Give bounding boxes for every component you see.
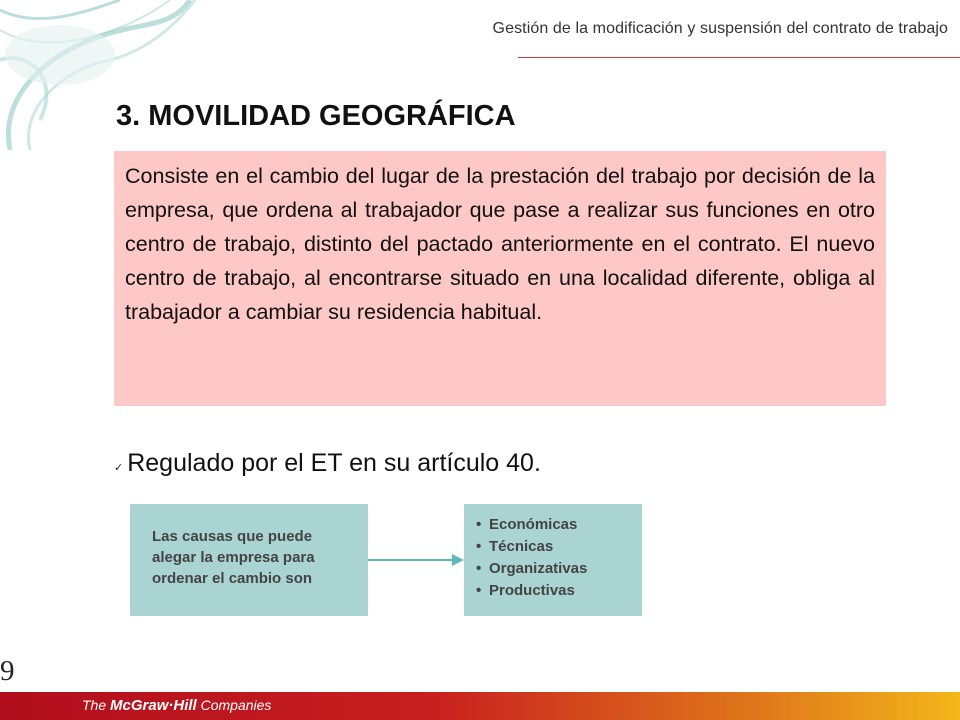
header-title: Gestión de la modificación y suspensión del contrato de trabajo (492, 20, 948, 37)
logo-suffix: Companies (196, 697, 272, 713)
causes-list (476, 514, 642, 602)
definition-box (114, 151, 886, 406)
regulation-text: Regulado por el ET en su artículo 40. (127, 449, 541, 477)
logo-prefix: The (82, 697, 111, 713)
causes-diagram (130, 504, 646, 620)
footer-bar (0, 692, 960, 720)
list-item: • Organizativas (476, 558, 642, 580)
publisher-logo (82, 697, 271, 714)
causes-line: Las causas que puede (152, 528, 313, 545)
regulation-bullet (114, 449, 541, 478)
causes-line: ordenar el cambio son (152, 570, 313, 587)
list-item: • Productivas (476, 580, 642, 602)
page-number: 9 (0, 655, 15, 687)
section-title: 3. MOVILIDAD GEOGRÁFICA (116, 100, 516, 132)
list-item: • Técnicas (476, 536, 642, 558)
causes-box (130, 504, 368, 616)
check-icon: ✓ (114, 462, 124, 474)
logo-brand: McGraw·Hill (110, 697, 197, 714)
arrow-right-icon (368, 552, 468, 568)
list-item: • Económicas (476, 514, 642, 536)
causes-list-box (464, 504, 642, 616)
definition-text: Consiste en el cambio del lugar de la prestación del trabajo por decisión de la empresa, que ordena al trabajador que pase a realizar sus funciones en otro centro de trabajo, distinto del pactado anteriormente en el contrato. El nuevo centro de trabajo, al encontrarse situado en una localidad diferente, obliga al trabajador a cambiar su residencia habitual. (125, 164, 875, 324)
header-divider (518, 57, 960, 58)
causes-line: alegar la empresa para (152, 549, 315, 566)
